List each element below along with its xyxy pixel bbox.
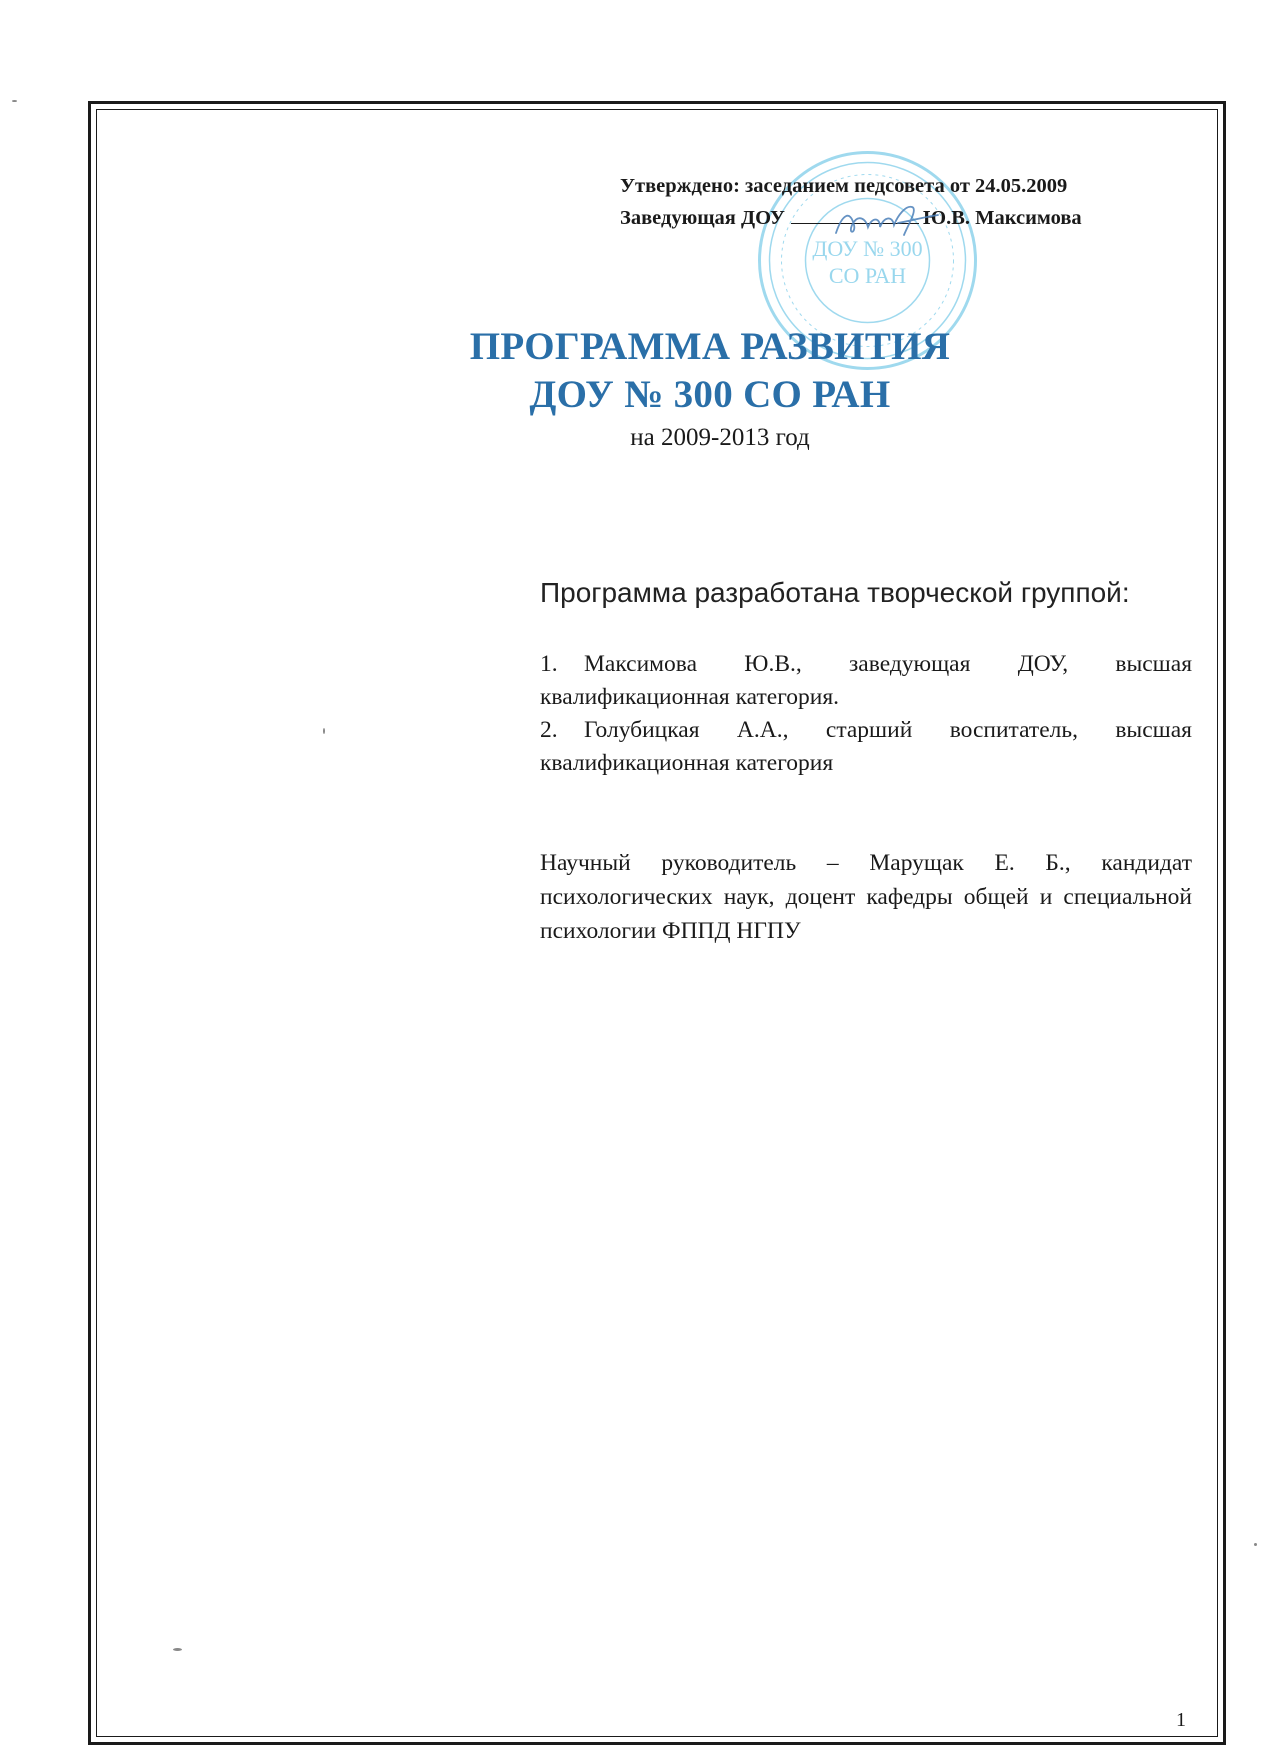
- authors-list: [540, 648, 1192, 780]
- approval-line: Утверждено: заседанием педсовета от 24.05.2009: [620, 175, 1068, 197]
- stamp-text-line2: СО РАН: [828, 263, 907, 288]
- list-item: [540, 648, 1192, 714]
- title-line-2: ДОУ № 300 СО РАН: [529, 373, 891, 416]
- director-name: Ю.В. Максимова: [922, 207, 1082, 229]
- title-line-1: ПРОГРАММА РАЗВИТИЯ: [469, 325, 951, 368]
- list-item-number: 1.: [540, 651, 558, 677]
- list-item-text: Максимова Ю.В., заведующая ДОУ, высшая квалификационная категория.: [540, 651, 1192, 710]
- scan-speck: [1254, 1543, 1257, 1546]
- list-item: [540, 714, 1192, 780]
- list-item-number: 2.: [540, 717, 558, 743]
- authors-heading: Программа разработана творческой группой:: [540, 577, 1130, 608]
- list-item-text: Голубицкая А.А., старший воспитатель, высшая квалификационная категория: [540, 717, 1192, 776]
- page-number: 1: [1176, 1709, 1186, 1731]
- scan-speck: [173, 1648, 182, 1651]
- director-label: Заведующая ДОУ: [620, 207, 785, 229]
- document-title: [300, 323, 1120, 419]
- stamp-text-line1: ДОУ № 300: [812, 236, 923, 261]
- scientific-supervisor: Научный руководитель – Марущак Е. Б., кандидат психологических наук, доцент кафедры общей и специальной психологии ФППД НГПУ: [540, 850, 1192, 944]
- scan-speck: [12, 100, 17, 102]
- title-period: на 2009-2013 год: [630, 424, 810, 451]
- scan-speck: [323, 728, 325, 734]
- handwritten-signature: [828, 195, 948, 245]
